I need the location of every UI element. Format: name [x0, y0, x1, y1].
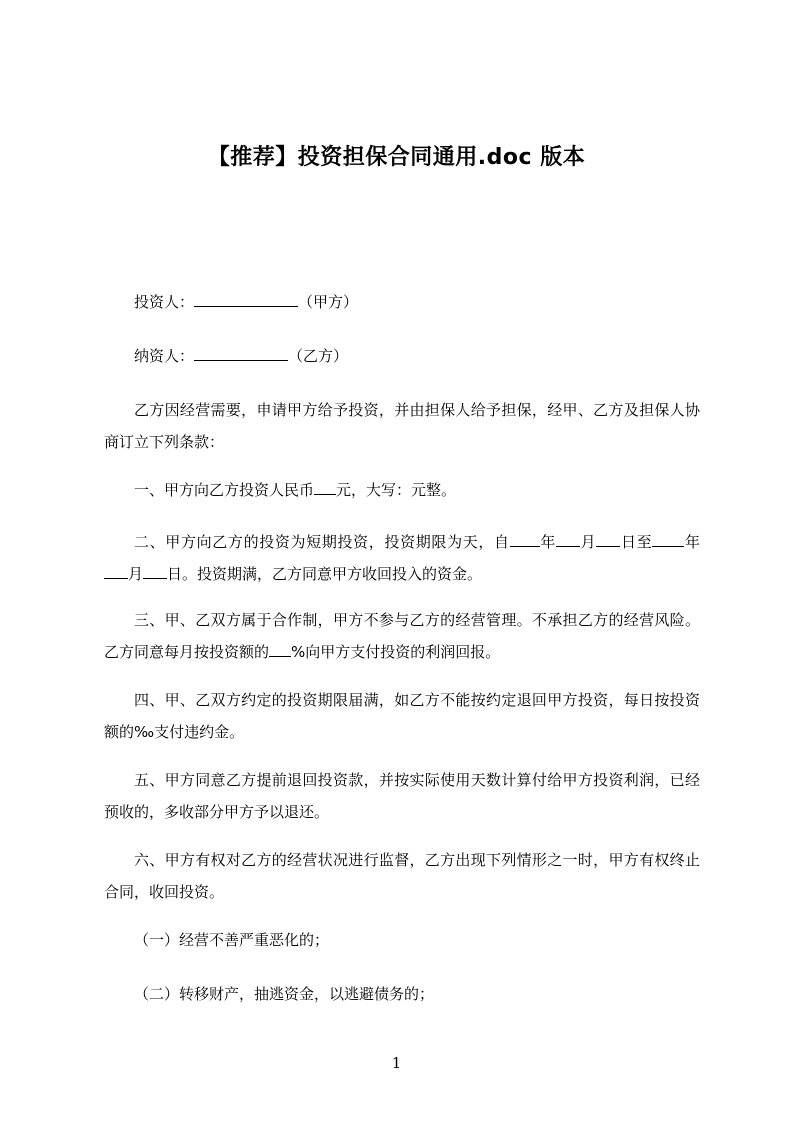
clause-3: [104, 604, 700, 668]
clause-3-text-b: %向甲方支付投资的利润回报。: [291, 643, 501, 661]
amount-blank: [314, 480, 336, 495]
end-year-blank: [652, 532, 684, 547]
clause-1: [104, 474, 700, 506]
start-year-blank: [510, 532, 540, 547]
clause-2-text-a: 二、甲方向乙方的投资为短期投资，投资期限为天，自: [134, 533, 510, 551]
clause-1-text-b: 元，大写：元整。: [336, 481, 457, 499]
recipient-label: 纳资人：: [134, 347, 195, 365]
clause-2-day-to: 日至: [620, 533, 653, 551]
clause-1-text-a: 一、甲方向乙方投资人民币: [134, 481, 315, 499]
clause-3-text-a: 三、甲、乙双方属于合作制，甲方不参与乙方的经营管理。不承担乙方的经营风险。乙方同意每月按投资额的: [104, 611, 700, 661]
investor-name-blank: [194, 292, 298, 307]
investor-line: [104, 286, 700, 318]
clause-6-item-1: （一）经营不善严重恶化的；: [134, 931, 330, 949]
start-month-blank: [556, 532, 580, 547]
start-day-blank: [596, 532, 620, 547]
clause-2-month-1: 月: [580, 533, 597, 551]
clause-5: 五、甲方同意乙方提前退回投资款，并按实际使用天数计算付给甲方投资利润，已经预收的，多收部分甲方予以退还。: [104, 771, 700, 821]
recipient-name-blank: [194, 346, 288, 361]
page-number: 1: [391, 1054, 402, 1072]
end-month-blank: [104, 564, 128, 579]
percent-blank: [269, 642, 291, 657]
intro-paragraph: 乙方因经营需要，申请甲方给予投资，并由担保人给予担保，经甲、乙方及担保人协商订立下列条款：: [104, 401, 700, 451]
clause-6-item-2: （二）转移财产，抽逃资金，以逃避债务的；: [134, 985, 435, 1003]
recipient-suffix: （乙方）: [288, 347, 349, 365]
clause-2-year-2: 年: [684, 533, 700, 551]
end-day-blank: [143, 564, 167, 579]
clause-4: 四、甲、乙双方约定的投资期限届满，如乙方不能按约定退回甲方投资，每日按投资额的‰支付违约金。: [104, 691, 700, 741]
document-title: 【推荐】投资担保合同通用.doc 版本: [207, 145, 586, 170]
investor-suffix: （甲方）: [298, 293, 359, 311]
clause-6: 六、甲方有权对乙方的经营状况进行监督，乙方出现下列情形之一时，甲方有权终止合同，收回投资。: [104, 851, 700, 901]
clause-2-month-2: 月: [128, 565, 144, 583]
clause-2-text-end: 日。投资期满，乙方同意甲方收回投入的资金。: [167, 565, 483, 583]
clause-2-year-1: 年: [539, 533, 557, 551]
clause-2: [104, 526, 700, 590]
recipient-line: [104, 340, 700, 372]
investor-label: 投资人：: [134, 293, 195, 311]
